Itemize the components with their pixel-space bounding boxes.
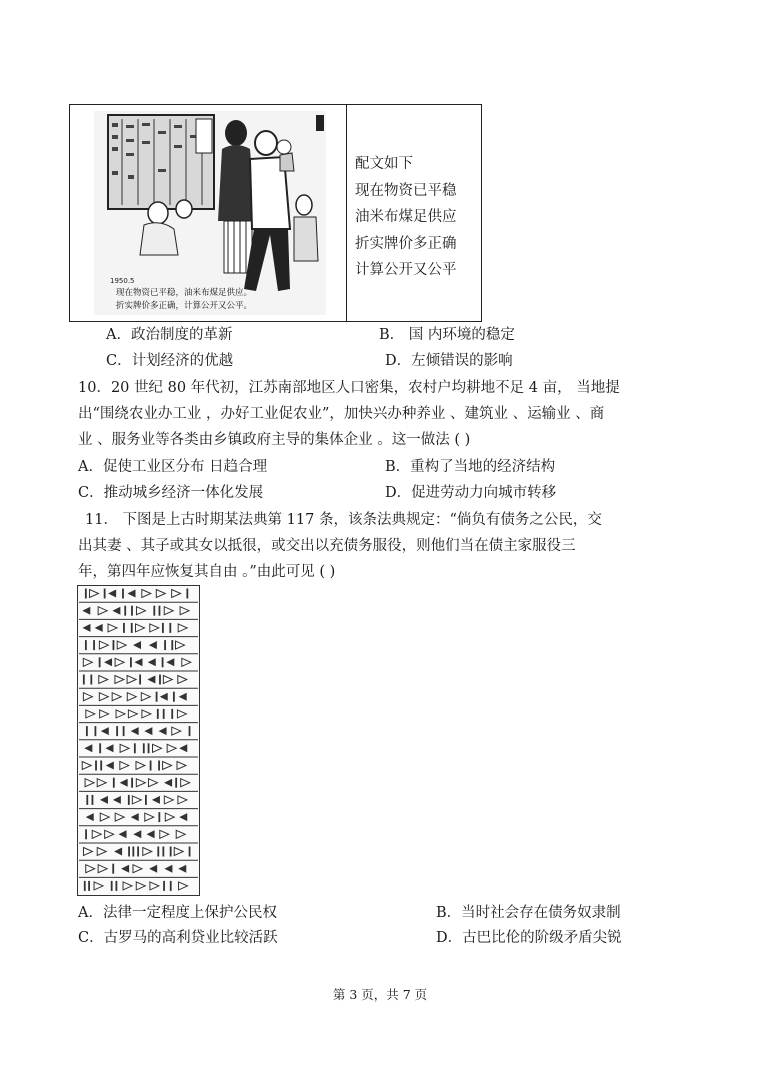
q11-stem-line-1: 11． 下图是上古时期某法典第 117 条，该条法典规定：“倘负有债务之公民，交 [85, 512, 602, 528]
q10-stem-line-2: 出“围绕农业办工业 ，办好工业促农业”，加快兴办种养业 、建筑业 、运输业 、商 [78, 406, 605, 422]
poster-slogan-2: 折实牌价多正确，计算公开又公平。 [116, 301, 253, 311]
caption-line: 配文如下 [355, 156, 413, 172]
q10-stem-line-3: 业 、服务业等各类由乡镇政府主导的集体企业 。这一做法 ( ) [78, 432, 471, 448]
q9-option-a: A．政治制度的革新 [106, 327, 233, 343]
caption-line: 计算公开又公平 [355, 262, 457, 278]
q10-option-d: D．促进劳动力向城市转移 [385, 485, 557, 501]
q9-poster-image [94, 111, 326, 315]
q11-option-a: A．法律一定程度上保护公民权 [78, 905, 277, 921]
q11-stem-line-2: 出其妻 、其子或其女以抵很，或交出以充债务服役，则他们当在债主家服役三 [78, 538, 576, 554]
caption-line: 现在物资已平稳 [355, 182, 457, 199]
q11-option-b: B．当时社会存在债务奴隶制 [436, 905, 621, 921]
poster-slogan-1: 现在物资已平稳，油米布煤足供应。 [116, 288, 253, 298]
q10-option-a: A．促使工业区分布 日趋合理 [78, 459, 268, 475]
q9-option-d: D．左倾错误的影响 [385, 353, 513, 369]
page-number: 第 3 页，共 7 页 [332, 987, 428, 1002]
q9-option-b: B． 国 内环境的稳定 [379, 327, 515, 343]
q11-option-c: C．古罗马的高利贷业比较活跃 [78, 930, 278, 946]
caption-line: 油米布煤足供应 [355, 209, 457, 225]
q11-stem-line-3: 年，第四年应恢复其自由 。”由此可见 ( ) [78, 564, 336, 580]
q11-option-d: D．古巴比伦的阶级矛盾尖锐 [436, 930, 622, 946]
q9-option-c: C．计划经济的优越 [106, 353, 234, 369]
q10-option-c: C．推动城乡经济一体化发展 [78, 485, 264, 501]
caption-line: 折实牌价多正确 [355, 235, 457, 252]
q9-figure-table [69, 104, 482, 322]
q10-stem-line-1: 10．20 世纪 80 年代初，江苏南部地区人口密集，农村户均耕地不足 4 亩， 当地提 [78, 380, 620, 396]
q9-caption [355, 151, 457, 284]
table-divider [346, 105, 347, 321]
q10-option-b: B．重构了当地的经济结构 [385, 459, 556, 475]
cuneiform-law-image [77, 585, 200, 896]
poster-date: 1950.5 [110, 277, 135, 285]
